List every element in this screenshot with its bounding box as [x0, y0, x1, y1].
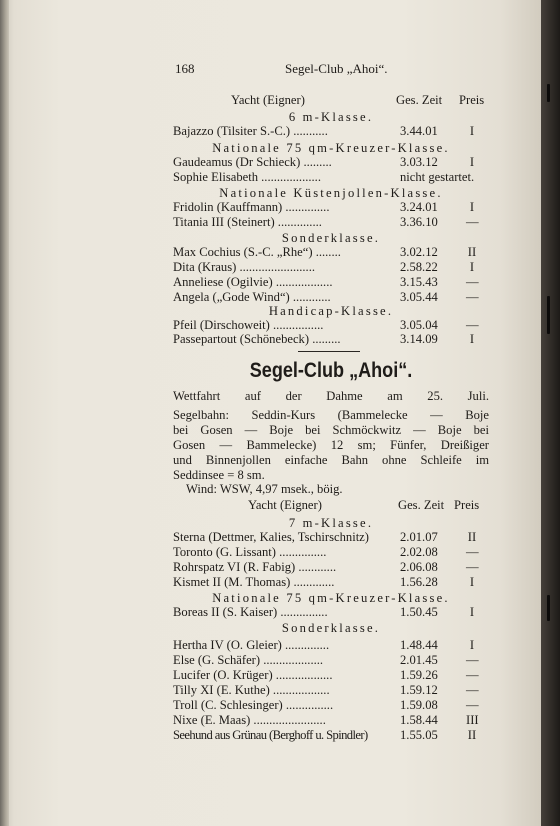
total-time: 2.01.45	[400, 653, 438, 667]
result-row	[173, 170, 489, 185]
yacht-owner: Bajazzo (Tilsiter S.-C.) ...........	[173, 124, 328, 138]
prize: —	[466, 275, 479, 289]
result-row	[173, 545, 489, 560]
yacht-owner: Tilly XI (E. Kuthe) ..................	[173, 683, 330, 697]
result-row	[173, 155, 489, 170]
prize: —	[466, 215, 479, 229]
prize: —	[466, 683, 479, 697]
result-row	[173, 275, 489, 290]
wind-info: Wind: WSW, 4,97 msek., böig.	[186, 482, 343, 496]
result-row	[173, 605, 489, 620]
yacht-owner: Nixe (E. Maas) .......................	[173, 713, 326, 727]
yacht-owner: Pfeil (Dirschoweit) ................	[173, 318, 324, 332]
result-row	[173, 575, 489, 590]
total-time: 1.55.05	[400, 728, 438, 742]
prize: I	[469, 332, 475, 346]
yacht-owner: Anneliese (Ogilvie) ..................	[173, 275, 333, 289]
section-divider	[298, 351, 360, 352]
result-row	[173, 215, 489, 230]
section-title: Segel-Club „Ahoi“.	[249, 359, 413, 382]
yacht-owner: Fridolin (Kauffmann) ..............	[173, 200, 330, 214]
prize: I	[469, 155, 475, 169]
running-header	[175, 61, 495, 77]
total-time: 1.59.26	[400, 668, 438, 682]
class-heading: Sonderklasse.	[281, 621, 381, 635]
yacht-owner: Max Cochius (S.-C. „Rhe“) ........	[173, 245, 341, 259]
prize: I	[469, 124, 475, 138]
total-time: 3.05.44	[400, 290, 438, 304]
yacht-owner: Hertha IV (O. Gleier) ..............	[173, 638, 330, 652]
yacht-owner: Troll (C. Schlesinger) ...............	[173, 698, 334, 712]
total-time: 3.02.12	[400, 245, 438, 259]
class-heading: 6 m-Klasse.	[288, 110, 374, 124]
total-time: 1.48.44	[400, 638, 438, 652]
prize: —	[466, 698, 479, 712]
class-heading: Nationale 75 qm-Kreuzer-Klasse.	[212, 591, 450, 605]
class-heading: Handicap-Klasse.	[268, 304, 394, 318]
total-time: 2.58.22	[400, 260, 438, 274]
column-time: Ges. Zeit	[396, 93, 443, 107]
prize: —	[466, 290, 479, 304]
column-prize: Preis	[454, 498, 480, 512]
total-time: 3.03.12	[400, 155, 438, 169]
result-row	[173, 318, 489, 333]
result-row	[173, 728, 489, 743]
prize: I	[469, 638, 475, 652]
course-line: bei Gosen — Boje bei Schmöckwitz — Boje bei	[173, 423, 489, 437]
result-row	[173, 713, 489, 728]
yacht-owner: Angela („Gode Wind“) ............	[173, 290, 331, 304]
total-time: 1.59.12	[400, 683, 438, 697]
yacht-owner: Gaudeamus (Dr Schieck) .........	[173, 155, 332, 169]
yacht-owner: Passepartout (Schönebeck) .........	[173, 332, 341, 346]
page-edge-shadow	[541, 0, 560, 826]
yacht-owner: Seehund aus Grünau (Berghoff u. Spindler)	[173, 728, 368, 742]
prize: —	[466, 545, 479, 559]
yacht-owner: Toronto (G. Lissant) ...............	[173, 545, 327, 559]
total-time: 1.58.44	[400, 713, 438, 727]
column-time: Ges. Zeit	[398, 498, 445, 512]
yacht-owner: Titania III (Steinert) ..............	[173, 215, 322, 229]
yacht-owner: Rohrspatz VI (R. Fabig) ............	[173, 560, 337, 574]
total-time: 2.02.08	[400, 545, 438, 559]
result-row	[173, 332, 489, 347]
yacht-owner: Dita (Kraus) ........................	[173, 260, 316, 274]
page-number: 168	[175, 61, 195, 76]
prize: —	[466, 318, 479, 332]
course-line: Seddinsee = 8 sm.	[173, 468, 265, 482]
class-heading: Nationale Küstenjollen-Klasse.	[219, 186, 443, 200]
prize: II	[467, 245, 477, 259]
total-time: 1.59.08	[400, 698, 438, 712]
class-heading: Nationale 75 qm-Kreuzer-Klasse.	[212, 141, 450, 155]
result-row	[173, 653, 489, 668]
course-line: Segelbahn: Seddin-Kurs (Bammelecke — Boje	[173, 408, 489, 422]
total-time: 3.36.10	[400, 215, 438, 229]
result-row	[173, 560, 489, 575]
column-yacht: Yacht (Eigner)	[231, 93, 305, 107]
result-row	[173, 638, 489, 653]
total-time: 3.14.09	[400, 332, 438, 346]
total-time: 1.56.28	[400, 575, 438, 589]
result-row	[173, 124, 489, 139]
total-time: 3.05.04	[400, 318, 438, 332]
prize: I	[469, 575, 475, 589]
book-spine	[0, 0, 9, 826]
result-row	[173, 290, 489, 305]
class-heading: Sonderklasse.	[281, 231, 381, 245]
yacht-owner: Lucifer (O. Krüger) ..................	[173, 668, 333, 682]
result-row	[173, 668, 489, 683]
total-time: 3.15.43	[400, 275, 438, 289]
result-row	[173, 698, 489, 713]
yacht-owner: Boreas II (S. Kaiser) ...............	[173, 605, 328, 619]
running-title: Segel-Club „Ahoi“.	[285, 61, 388, 76]
column-yacht: Yacht (Eigner)	[248, 498, 322, 512]
total-time: nicht gestartet.	[400, 170, 475, 184]
total-time: 3.44.01	[400, 124, 438, 138]
column-header	[173, 93, 489, 108]
course-line: und Binnenjollen einfache Bahn ohne Schleife im	[173, 453, 489, 467]
column-header	[173, 498, 489, 513]
prize: I	[469, 605, 475, 619]
result-row	[173, 245, 489, 260]
total-time: 2.01.07	[400, 530, 438, 544]
page-edge-mark	[547, 84, 550, 102]
prize: —	[466, 560, 479, 574]
prize: —	[466, 653, 479, 667]
total-time: 1.50.45	[400, 605, 438, 619]
result-row	[173, 683, 489, 698]
result-row	[173, 200, 489, 215]
prize: I	[469, 260, 475, 274]
course-line: Gosen — Bammelecke) 12 sm; Fünfer, Dreißiger	[173, 438, 489, 452]
prize: —	[466, 668, 479, 682]
total-time: 2.06.08	[400, 560, 438, 574]
prize: I	[469, 200, 475, 214]
yacht-owner: Sophie Elisabeth ...................	[173, 170, 321, 184]
column-prize: Preis	[459, 93, 485, 107]
page-edge-mark	[547, 296, 550, 334]
page-edge-mark	[547, 595, 550, 621]
yacht-owner: Sterna (Dettmer, Kalies, Tschirschnitz)	[173, 530, 369, 544]
total-time: 3.24.01	[400, 200, 438, 214]
result-row	[173, 530, 489, 545]
result-row	[173, 260, 489, 275]
prize: II	[467, 728, 477, 742]
prize: II	[467, 530, 477, 544]
yacht-owner: Kismet II (M. Thomas) .............	[173, 575, 335, 589]
class-heading: 7 m-Klasse.	[288, 516, 374, 530]
race-title: Wettfahrt auf der Dahme am 25. Juli.	[173, 389, 489, 403]
yacht-owner: Else (G. Schäfer) ...................	[173, 653, 324, 667]
prize: III	[466, 713, 479, 727]
